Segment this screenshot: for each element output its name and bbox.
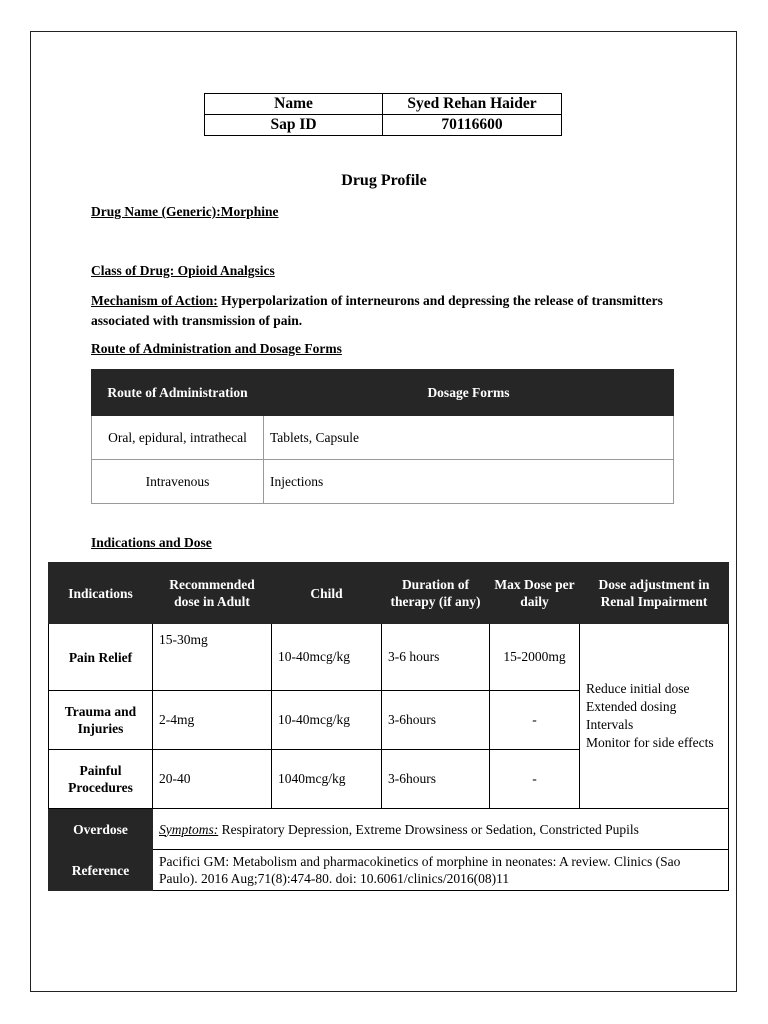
renal-adjustment-item: Reduce initial dose bbox=[586, 681, 690, 696]
renal-adjustment-item: Extended dosing Intervals bbox=[586, 699, 677, 732]
name-value: Syed Rehan Haider bbox=[383, 94, 562, 115]
indication-cell: Pain Relief bbox=[49, 624, 153, 691]
max-dose-header: Max Dose per daily bbox=[490, 563, 580, 624]
adult-dose-cell: 2-4mg bbox=[153, 691, 272, 750]
duration-cell: 3-6hours bbox=[382, 750, 490, 809]
sap-id-label: Sap ID bbox=[205, 115, 383, 136]
dosage-forms-header: Dosage Forms bbox=[264, 370, 674, 416]
renal-adjustment-header: Dose adjustment in Renal Impairment bbox=[580, 563, 729, 624]
mechanism-paragraph bbox=[91, 291, 691, 331]
route-cell: Intravenous bbox=[92, 460, 264, 504]
page-title: Drug Profile bbox=[341, 172, 427, 189]
duration-header: Duration of therapy (if any) bbox=[382, 563, 490, 624]
child-dose-cell: 10-40mcg/kg bbox=[272, 691, 382, 750]
route-cell: Oral, epidural, intrathecal bbox=[92, 416, 264, 460]
table-row bbox=[92, 460, 674, 504]
child-dose-cell: 10-40mcg/kg bbox=[272, 624, 382, 691]
max-dose-cell: - bbox=[490, 691, 580, 750]
mechanism-text: Hyperpolarization of interneurons and depressing the release of transmitters associated with transmission of pain. bbox=[91, 293, 663, 328]
overdose-row bbox=[49, 809, 729, 850]
reference-label: Reference bbox=[49, 850, 153, 891]
child-dose-cell: 1040mcg/kg bbox=[272, 750, 382, 809]
mechanism-label: Mechanism of Action: bbox=[91, 293, 218, 308]
adult-dose-cell: 15-30mg bbox=[153, 624, 272, 691]
table-row bbox=[49, 624, 729, 691]
sap-id-value: 70116600 bbox=[383, 115, 562, 136]
duration-cell: 3-6hours bbox=[382, 691, 490, 750]
symptoms-label: Symptoms: bbox=[159, 821, 219, 837]
overdose-cell bbox=[153, 809, 729, 850]
dosage-form-cell: Injections bbox=[264, 460, 674, 504]
dosage-form-cell: Tablets, Capsule bbox=[264, 416, 674, 460]
adult-dose-cell: 20-40 bbox=[153, 750, 272, 809]
adult-dose-header: Recommended dose in Adult bbox=[153, 563, 272, 624]
renal-adjustment-item: Monitor for side effects bbox=[586, 735, 714, 750]
reference-text: Pacifici GM: Metabolism and pharmacokinetics of morphine in neonates: A review. Clinics (Sao Paulo). 2016 Aug;71(8):474-80. doi: 10.6061/clinics/2016(08)11 bbox=[153, 850, 729, 891]
indication-cell: Painful Procedures bbox=[49, 750, 153, 809]
identity-table bbox=[204, 93, 562, 136]
drug-name-heading: Drug Name (Generic):Morphine bbox=[91, 204, 279, 219]
max-dose-cell: 15-2000mg bbox=[490, 624, 580, 691]
name-label: Name bbox=[205, 94, 383, 115]
symptoms-text: Respiratory Depression, Extreme Drowsiness or Sedation, Constricted Pupils bbox=[218, 821, 639, 837]
table-row bbox=[92, 416, 674, 460]
duration-cell: 3-6 hours bbox=[382, 624, 490, 691]
child-header: Child bbox=[272, 563, 382, 624]
drug-class-heading: Class of Drug: Opioid Analgsics bbox=[91, 263, 275, 278]
route-heading: Route of Administration and Dosage Forms bbox=[91, 341, 342, 356]
route-table bbox=[91, 369, 674, 504]
route-header: Route of Administration bbox=[92, 370, 264, 416]
indication-cell: Trauma and Injuries bbox=[49, 691, 153, 750]
overdose-label: Overdose bbox=[49, 809, 153, 850]
max-dose-cell: - bbox=[490, 750, 580, 809]
indications-table bbox=[48, 562, 729, 891]
reference-row bbox=[49, 850, 729, 891]
renal-adjustment-cell bbox=[580, 624, 729, 809]
indications-header: Indications bbox=[49, 563, 153, 624]
indications-heading: Indications and Dose bbox=[91, 535, 212, 550]
